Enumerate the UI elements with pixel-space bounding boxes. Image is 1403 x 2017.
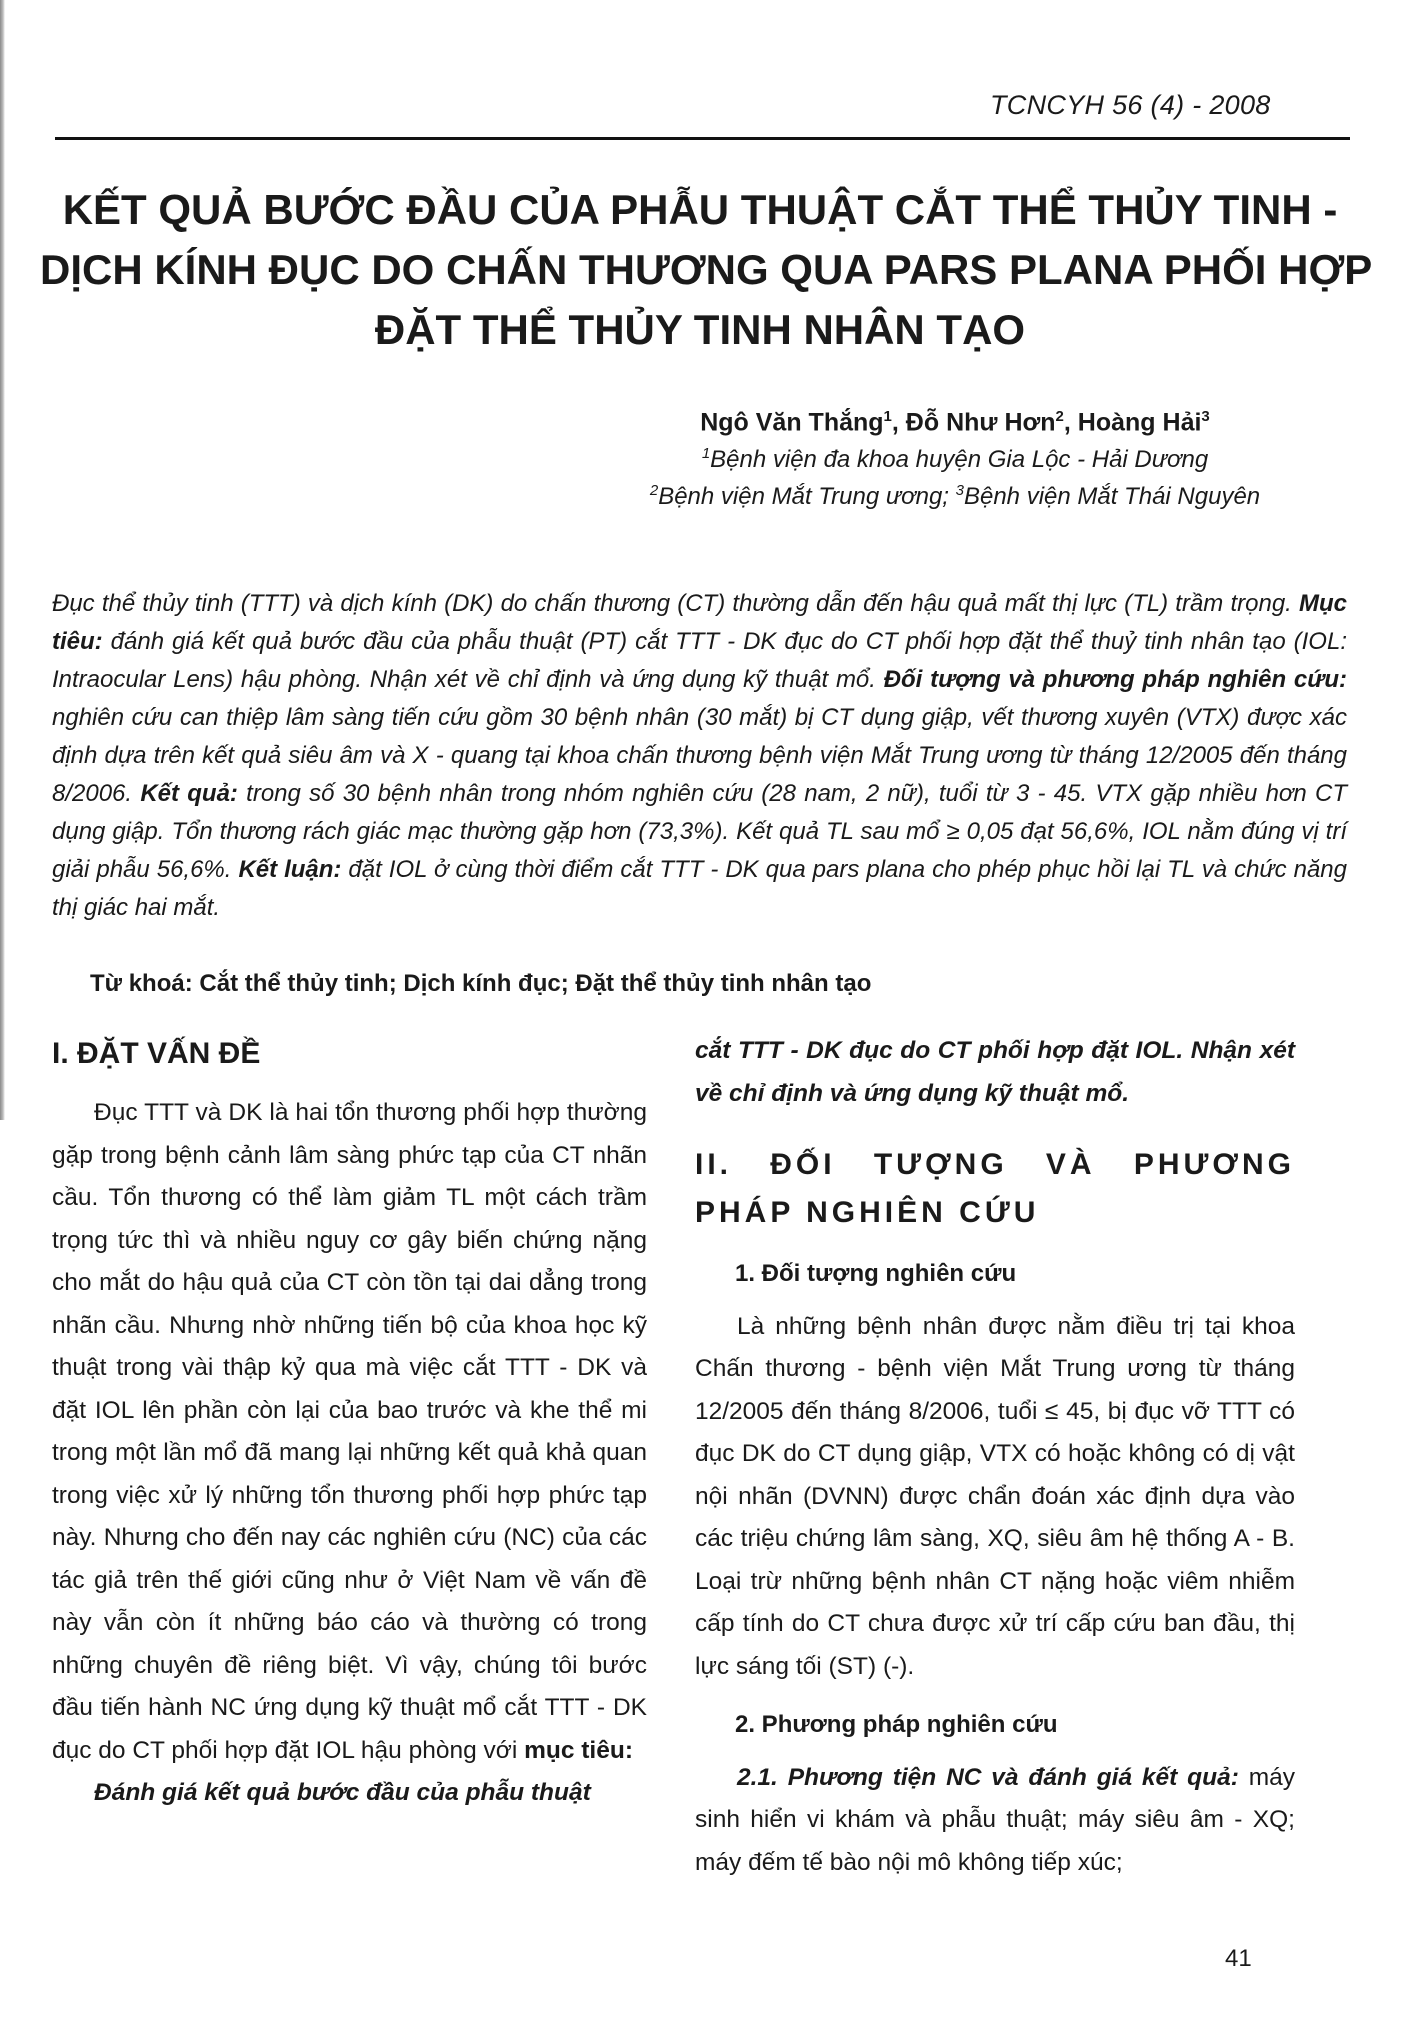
abstract — [52, 585, 1347, 927]
journal-header: TCNCYH 56 (4) - 2008 — [990, 90, 1271, 120]
author-name: Hoàng Hải — [1077, 408, 1202, 437]
affiliation-mark: 2 — [649, 482, 659, 500]
goal-text-continued: cắt TTT - DK đục do CT phối hợp đặt IOL. Nhận xét về chỉ định và ứng dụng kỹ thuật mổ. — [695, 1037, 1295, 1107]
separator: , — [1063, 408, 1078, 437]
affiliation: Bệnh viện Mắt Trung ương; — [658, 483, 956, 511]
title-line: KẾT QUẢ BƯỚC ĐẦU CỦA PHẪU THUẬT CẮT THỂ THỦY TINH - — [62, 186, 1338, 233]
section-paragraph — [695, 1757, 1295, 1885]
affiliation-mark: 3 — [1201, 408, 1210, 425]
abstract-objective: đánh giá kết quả bước đầu của phẫu thuật (PT) cắt TTT - DK đục do CT phối hợp đặt thể thuỷ tinh nhân tạo (IOL: Intraocular Lens) hậu phòng. Nhận xét về chỉ định và ứng dụng kỹ thuật mổ. — [52, 628, 1347, 693]
goal-text: Đánh giá kết quả bước đầu của phẫu thuật — [94, 1779, 591, 1806]
section-heading: II. ĐỐI TƯỢNG VÀ PHƯƠNG PHÁP NGHIÊN CỨU — [695, 1148, 1295, 1229]
keywords — [90, 970, 1290, 998]
objective-label: Mục tiêu: — [52, 590, 1347, 655]
affiliation-line — [560, 445, 1350, 474]
affiliation: Bệnh viện Mắt Thái Nguyên — [963, 483, 1261, 511]
left-column — [52, 1030, 647, 1815]
conclusion-label: Kết luận: — [238, 856, 342, 883]
abstract-intro: Đục thể thủy tinh (TTT) và dịch kính (DK) do chấn thương (CT) thường dẫn đến hậu quả mất thị lực (TL) trầm trọng. — [52, 590, 1299, 617]
author-name: Đỗ Như Hơn — [905, 408, 1056, 437]
affiliation-mark: 3 — [955, 482, 964, 500]
header-rule — [55, 137, 1350, 140]
subsection-heading: 1. Đối tượng nghiên cứu — [735, 1260, 1017, 1287]
subsection-label: 2.1. Phương tiện NC và đánh giá kết quả: — [737, 1763, 1239, 1791]
authors-block — [560, 408, 1350, 519]
keywords-text: Cắt thể thủy tinh; Dịch kính đục; Đặt thể thủy tinh nhân tạo — [192, 970, 872, 997]
goal-label: mục tiêu: — [524, 1736, 633, 1764]
section-paragraph: Là những bệnh nhân được nằm điều trị tại khoa Chấn thương - bệnh viện Mắt Trung ương từ tháng 12/2005 đến tháng 8/2006, tuổi ≤ 45, bị đục vỡ TTT có đục DK do CT dụng giập, VTX có hoặc không có dị vật nội nhãn (DVNN) được chẩn đoán xác định dựa vào các triệu chứng lâm sàng, XQ, siêu âm hệ thống A - B. Loại trừ những bệnh nhân CT nặng hoặc viêm nhiễm cấp tính do CT chưa được xử trí cấp cứu ban đầu, thị lực sáng tối (ST) (-). — [695, 1312, 1295, 1680]
section-heading: I. ĐẶT VẤN ĐỀ — [52, 1037, 261, 1070]
subsection-heading: 2. Phương pháp nghiên cứu — [735, 1711, 1058, 1738]
article-title — [40, 180, 1373, 360]
affiliation-mark: 2 — [1055, 408, 1064, 425]
results-label: Kết quả: — [140, 780, 238, 807]
methods-label: Đối tượng và phương pháp nghiên cứu: — [883, 666, 1347, 693]
abstract-methods: nghiên cứu can thiệp lâm sàng tiến cứu gồm 30 bệnh nhân (30 mắt) bị CT dụng giập, vết thương xuyên (VTX) được xác định dựa trên kết quả siêu âm và X - quang tại khoa chấn thương bệnh viện Mắt Trung ương từ tháng 12/2005 đến tháng 8/2006. — [52, 704, 1347, 807]
title-line: ĐẶT THỂ THỦY TINH NHÂN TẠO — [374, 306, 1026, 353]
author-names — [560, 408, 1350, 437]
page-number: 41 — [1225, 1945, 1252, 1972]
affiliation-mark: 1 — [701, 445, 711, 463]
affiliation: Bệnh viện đa khoa huyện Gia Lộc - Hải Dương — [710, 446, 1209, 474]
section-paragraph — [52, 1092, 647, 1772]
paragraph-text: máy sinh hiển vi khám và phẫu thuật; máy siêu âm - XQ; máy đếm tế bào nội mô không tiếp xúc; — [695, 1763, 1295, 1876]
author-name: Ngô Văn Thắng — [700, 408, 884, 437]
abstract-conclusion: đặt IOL ở cùng thời điểm cắt TTT - DK qua pars plana cho phép phục hồi lại TL và chức năng thị giác hai mắt. — [52, 856, 1347, 921]
right-column — [695, 1030, 1295, 1884]
paragraph-text: Đục TTT và DK là hai tổn thương phối hợp thường gặp trong bệnh cảnh lâm sàng phức tạp của CT nhãn cầu. Tổn thương có thể làm giảm TL một cách trầm trọng tức thì và nhiều nguy cơ gây biến chứng nặng cho mắt do hậu quả của CT còn tồn tại dai dẳng trong nhãn cầu. Nhưng nhờ những tiến bộ của khoa học kỹ thuật trong vài thập kỷ qua mà việc cắt TTT - DK và đặt IOL lên phần còn lại của bao trước và khe thể mi trong một lần mổ đã mang lại những kết quả khả quan trong việc xử lý những tổn thương phối hợp phức tạp này. Nhưng cho đến nay các nghiên cứu (NC) của các tác giả trên thế giới cũng như ở Việt Nam về vấn đề này vẫn còn ít những báo cáo và thường có trong những chuyên đề riêng biệt. Vì vậy, chúng tôi bước đầu tiến hành NC ứng dụng kỹ thuật mổ cắt TTT - DK đục do CT phối hợp đặt IOL hậu phòng với — [52, 1099, 647, 1764]
keywords-label: Từ khoá: — [90, 970, 193, 997]
title-line: DỊCH KÍNH ĐỤC DO CHẤN THƯƠNG QUA PARS PLANA PHỐI HỢP — [40, 246, 1373, 293]
abstract-results: trong số 30 bệnh nhân trong nhóm nghiên cứu (28 nam, 2 nữ), tuổi từ 3 - 45. VTX gặp nhiều hơn CT dụng giập. Tổn thương rách giác mạc thường gặp hơn (73,3%). Kết quả TL sau mổ ≥ 0,05 đạt 56,6%, IOL nằm đúng vị trí giải phẫu 56,6%. — [52, 780, 1348, 883]
affiliation-line — [560, 482, 1350, 511]
affiliation-mark: 1 — [883, 408, 892, 425]
scan-edge — [0, 0, 5, 1120]
separator: , — [891, 408, 906, 437]
